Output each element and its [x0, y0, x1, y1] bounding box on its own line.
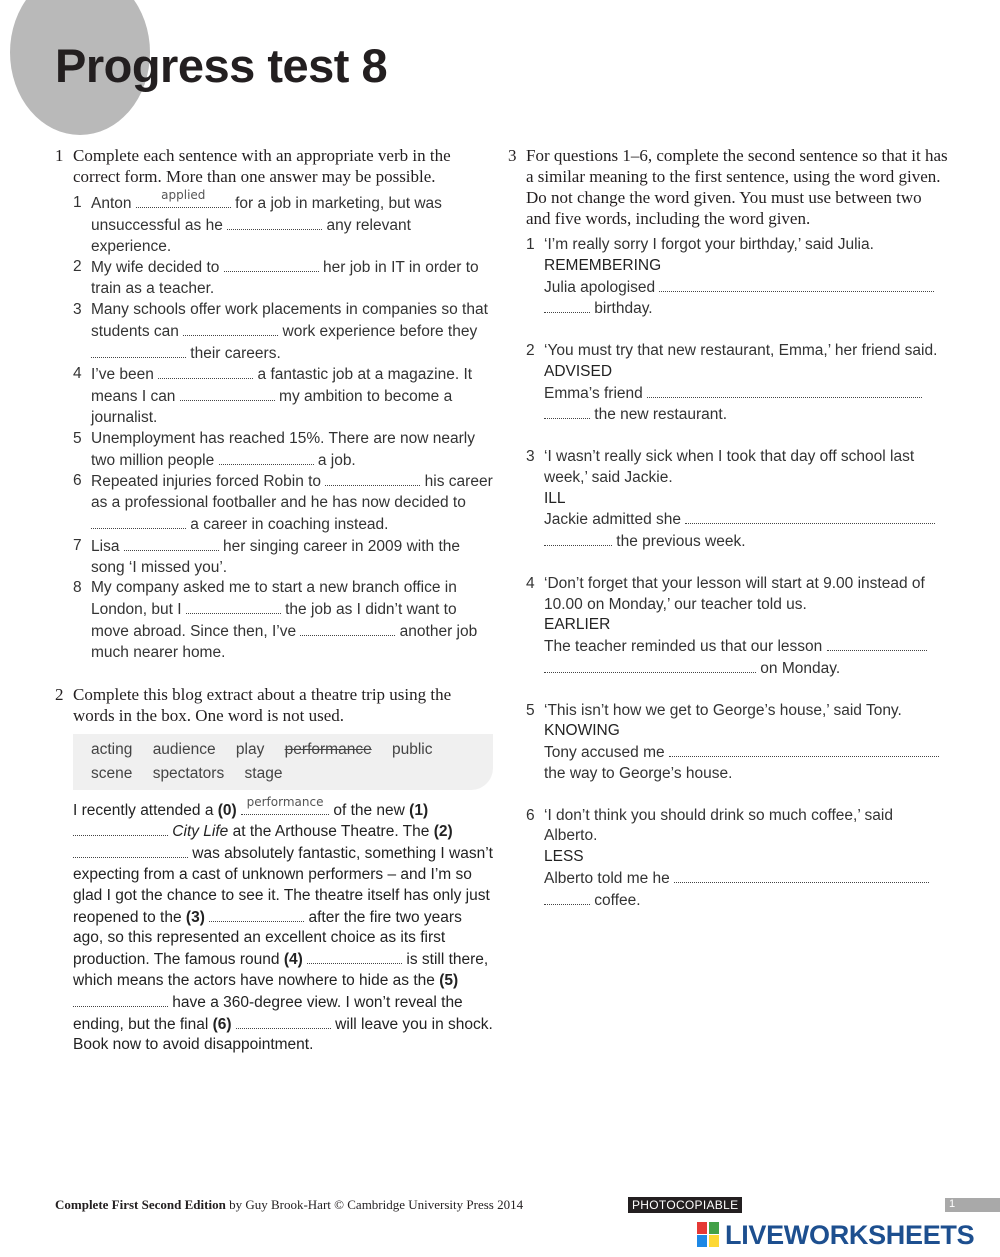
item-text: for a job in marketing, but was unsuccessful as he	[91, 195, 442, 234]
item-text: Many schools offer work placements in companies so that students can	[91, 300, 488, 340]
key-word: REMEMBERING	[544, 256, 662, 274]
gap-number: (4)	[283, 951, 303, 969]
item-number: 1	[526, 236, 535, 253]
answer-blank[interactable]	[669, 742, 939, 757]
answer-blank[interactable]	[307, 949, 402, 964]
q2-heading	[55, 684, 495, 726]
item-text: Tony accused me	[544, 744, 669, 762]
item-number: 5	[526, 701, 535, 719]
blog-text: have a 360-degree view. I won’t reveal the ending, but the final	[73, 993, 463, 1033]
answer-blank-continued[interactable]	[544, 298, 590, 313]
blog-text: is still there, which means the actors have nowhere to hide as the	[73, 951, 489, 989]
q1-item	[55, 188, 495, 257]
answer-blank-continued[interactable]	[544, 658, 756, 673]
answer-blank[interactable]	[685, 509, 935, 524]
gap-number: (3)	[185, 908, 205, 926]
q1-item	[55, 578, 495, 663]
right-column	[508, 145, 948, 932]
item-sentence: ‘I’m really sorry I forgot your birthday,’ said Julia.	[544, 236, 874, 253]
item-number: 7	[73, 536, 82, 554]
item-number: 4	[73, 365, 82, 383]
key-word: LESS	[544, 848, 584, 866]
item-text: a job.	[313, 451, 356, 469]
item-text: birthday.	[590, 300, 653, 318]
item-sentence: ‘I wasn’t really sick when I took that day off school last week,’ said Jackie.	[544, 447, 915, 486]
item-text: Julia apologised	[544, 278, 660, 296]
key-word: KNOWING	[544, 722, 620, 740]
answer-blank[interactable]	[158, 364, 253, 379]
item-text: I’ve been	[91, 366, 159, 384]
item-number: 1	[73, 194, 82, 211]
blog-text: I recently attended a	[73, 801, 218, 819]
word-box-item: scene	[91, 764, 133, 782]
book-title: Complete First Second Edition	[55, 1197, 226, 1212]
key-word: ILL	[544, 489, 566, 507]
q3-item	[508, 235, 948, 320]
q3-item	[508, 447, 948, 553]
answer-blank[interactable]	[91, 514, 186, 529]
item-text: Alberto told me he	[544, 869, 675, 887]
page-number: 1	[945, 1198, 1000, 1212]
q1-number: 1	[55, 146, 64, 165]
item-text: work experience before they	[278, 322, 478, 340]
item-text: Repeated injuries forced Robin to	[91, 473, 326, 491]
item-text: any relevant experience.	[91, 216, 411, 255]
q1-instructions: Complete each sentence with an appropriate verb in the correct form. More than one answer may be possible.	[73, 146, 451, 186]
answer-blank[interactable]	[674, 868, 929, 883]
word-box-item: play	[235, 740, 265, 758]
blog-title-text: City Life	[168, 823, 229, 841]
q1-item	[55, 300, 495, 364]
q3-item	[508, 341, 948, 426]
answer-blank[interactable]	[647, 383, 922, 398]
example-answer-text: performance	[246, 794, 324, 809]
answer-blank[interactable]	[186, 599, 281, 614]
item-number: 2	[73, 258, 82, 276]
item-sentence: ‘Don’t forget that your lesson will start at 9.00 instead of 10.00 on Monday,’ our teacher told us.	[544, 574, 925, 613]
answer-blank[interactable]	[183, 321, 278, 336]
item-text: Emma’s friend	[544, 384, 648, 402]
item-text: the job as I didn’t want to move abroad. Since then, I’ve	[91, 601, 457, 640]
q3-item	[508, 574, 948, 680]
key-word: EARLIER	[544, 616, 611, 634]
blog-extract	[55, 794, 495, 1057]
word-box-item-used: performance	[284, 740, 372, 758]
left-column	[55, 145, 495, 1056]
item-number: 4	[526, 574, 535, 592]
answer-blank[interactable]	[325, 471, 420, 486]
word-box-item: stage	[244, 764, 283, 782]
answer-blank[interactable]	[827, 636, 927, 651]
blog-text: of the new	[329, 801, 410, 819]
answer-blank[interactable]	[224, 257, 319, 272]
item-text: Jackie admitted she	[544, 511, 686, 529]
word-box	[73, 734, 493, 790]
q3-instructions: For questions 1–6, complete the second sentence so that it has a similar meaning to the first sentence, using the word given. Do not change the word given. You must use between two and five words, including the word given.	[526, 146, 948, 228]
blog-text: was absolutely fantastic, something I wasn’t expecting from a cast of unknown performers – and I’m so glad I got the chance to see it. The theatre itself has only just reopened to the	[73, 845, 493, 926]
answer-blank[interactable]	[209, 907, 304, 922]
item-text: her job in IT in order to train as a teacher.	[91, 259, 479, 298]
item-text: Lisa	[91, 537, 124, 555]
item-text: a fantastic job at a magazine. It means I can	[91, 366, 473, 406]
answer-blank[interactable]	[300, 621, 395, 636]
q3-heading	[508, 145, 948, 229]
item-number: 3	[73, 300, 82, 318]
q1-item	[55, 364, 495, 428]
word-box-item: acting	[91, 740, 133, 758]
answer-blank[interactable]	[180, 386, 275, 401]
item-text: Anton	[91, 195, 136, 212]
q2-instructions: Complete this blog extract about a theatre trip using the words in the box. One word is not used.	[73, 684, 452, 725]
item-sentence: ‘I don’t think you should drink so much coffee,’ said Alberto.	[544, 806, 893, 845]
item-text: his career as a professional footballer and he has now decided to	[91, 473, 493, 512]
q1-item	[55, 471, 495, 535]
answer-blank-continued[interactable]	[544, 531, 612, 546]
item-text: another job much nearer home.	[91, 622, 478, 661]
q3-item	[508, 806, 948, 912]
q1-heading	[55, 145, 495, 187]
word-box-item: spectators	[152, 764, 225, 782]
q3-item	[508, 701, 948, 785]
answer-blank[interactable]	[73, 843, 188, 858]
gap-number: (0)	[217, 801, 237, 819]
example-answer	[136, 188, 231, 208]
q1-item	[55, 536, 495, 579]
item-text: the previous week.	[612, 533, 746, 551]
word-box-item: public	[392, 740, 433, 758]
item-text: a career in coaching instead.	[186, 515, 389, 533]
item-number: 6	[526, 806, 535, 824]
item-number: 5	[73, 429, 82, 447]
gap-number: (6)	[212, 1015, 232, 1033]
item-text: My wife decided to	[91, 259, 224, 277]
item-number: 6	[73, 472, 82, 490]
item-text: The teacher reminded us that our lesson	[544, 638, 827, 656]
answer-blank[interactable]	[73, 992, 168, 1007]
q3-number: 3	[508, 146, 517, 165]
page-title: Progress test 8	[55, 39, 388, 92]
item-sentence: ‘This isn’t how we get to George’s house,’ said Tony.	[544, 701, 902, 719]
answer-blank[interactable]	[659, 277, 934, 292]
answer-blank-continued[interactable]	[544, 404, 590, 419]
example-answer	[241, 794, 329, 815]
item-number: 8	[73, 579, 82, 597]
item-text: the way to George’s house.	[544, 764, 733, 782]
q1-item	[55, 429, 495, 472]
answer-blank[interactable]	[124, 536, 219, 551]
item-text: on Monday.	[756, 659, 841, 677]
item-sentence: ‘You must try that new restaurant, Emma,’ her friend said.	[544, 341, 938, 359]
blog-text: at the Arthouse Theatre. The	[228, 823, 434, 841]
q2-number: 2	[55, 684, 64, 704]
liveworksheets-brand[interactable]: LIVEWORKSHEETS	[725, 1220, 975, 1250]
answer-blank[interactable]	[227, 215, 322, 230]
answer-blank[interactable]	[91, 343, 186, 358]
gap-number: (1)	[409, 801, 429, 819]
item-text: My company asked me to start a new branch office in London, but I	[91, 579, 457, 619]
footer-credit	[55, 1197, 523, 1213]
q1-item	[55, 257, 495, 300]
blog-text: after the fire two years ago, so this represented an excellent choice as its first production. The famous round	[73, 908, 462, 969]
answer-blank[interactable]	[219, 450, 314, 465]
item-text: her singing career in 2009 with the song ‘I missed you’.	[91, 537, 461, 576]
blog-text: will leave you in shock. Book now to avoid disappointment.	[73, 1015, 493, 1054]
gap-number: (2)	[433, 823, 453, 841]
copyright-text: by Guy Brook-Hart © Cambridge University Press 2014	[225, 1197, 524, 1212]
item-text: the new restaurant.	[590, 406, 727, 424]
answer-blank[interactable]	[73, 821, 168, 836]
item-text: coffee.	[590, 891, 641, 909]
answer-blank[interactable]	[236, 1014, 331, 1029]
example-answer-text: applied	[161, 188, 206, 202]
gap-number: (5)	[439, 971, 459, 989]
item-number: 3	[526, 447, 535, 465]
item-number: 2	[526, 341, 535, 359]
answer-blank-continued[interactable]	[544, 890, 590, 905]
liveworksheets-logo-icon	[697, 1222, 721, 1248]
item-text: their careers.	[186, 344, 281, 362]
word-box-item: audience	[152, 740, 216, 758]
key-word: ADVISED	[544, 362, 613, 380]
item-text: Unemployment has reached 15%. There are now nearly two million people	[91, 429, 475, 469]
item-text: my ambition to become a journalist.	[91, 388, 453, 426]
photocopiable-badge: PHOTOCOPIABLE	[628, 1197, 742, 1213]
